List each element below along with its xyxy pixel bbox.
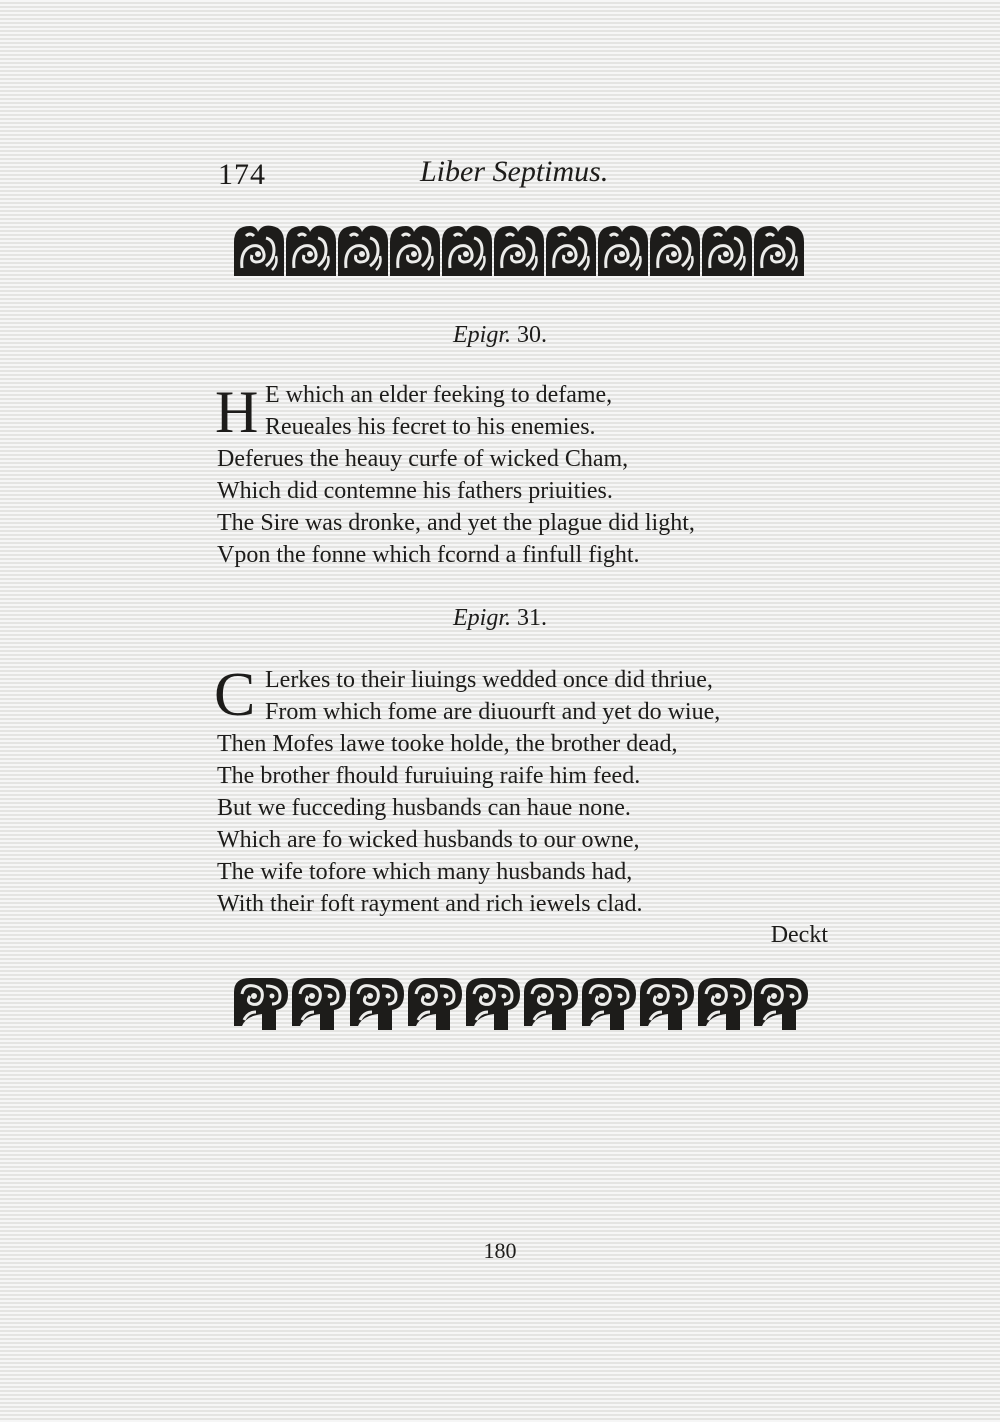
verse-line: Which did contemne his fathers priuities. (217, 478, 613, 504)
epigram-31-drop-cap: C (214, 661, 256, 729)
header-page-number: 174 (218, 158, 266, 191)
folio-number: 180 (483, 1238, 517, 1263)
epigram-30-verse (217, 379, 857, 571)
verse-line: Which are fo wicked husbands to our owne, (217, 827, 640, 853)
catchword: Deckt (770, 922, 828, 948)
verse-line: But we fucceding husbands can haue none. (217, 795, 631, 821)
verse-line: Vpon the fonne which fcornd a finfull fight. (217, 542, 640, 568)
verse-line: Lerkes to their liuings wedded once did thriue, (265, 667, 713, 693)
verse-line: Then Mofes lawe tooke holde, the brother dead, (217, 731, 678, 757)
verse-line: The brother fhould furuiuing raife him feed. (217, 763, 641, 789)
top-ornament-band (232, 220, 808, 278)
verse-line: From which fome are diuourft and yet do wiue, (265, 699, 721, 725)
verse-line: With their foft rayment and rich iewels clad. (217, 891, 643, 917)
epigram-30-heading (0, 322, 1000, 349)
epigram-31-verse (217, 664, 857, 920)
top-ornament-icon (232, 220, 808, 278)
running-title: Liber Septimus. (420, 155, 609, 188)
epigram-30-number: 30. (517, 322, 547, 348)
verse-line: Reueales his fecret to his enemies. (265, 414, 596, 440)
epigram-30-drop-cap: H (215, 379, 259, 445)
verse-line: The Sire was dronke, and yet the plague did light, (217, 510, 695, 536)
epigram-31-label: Epigr. (452, 605, 511, 631)
epigram-31-heading (0, 605, 1000, 632)
verse-line: E which an elder feeking to defame, (265, 382, 613, 408)
verse-line: The wife tofore which many husbands had, (217, 859, 633, 885)
epigram-31-number: 31. (517, 605, 547, 631)
bottom-ornament-band (232, 974, 808, 1032)
bottom-ornament-icon (232, 974, 808, 1032)
epigram-30-label: Epigr. (452, 322, 511, 348)
verse-line: Deferues the heauy curfe of wicked Cham, (217, 446, 629, 472)
